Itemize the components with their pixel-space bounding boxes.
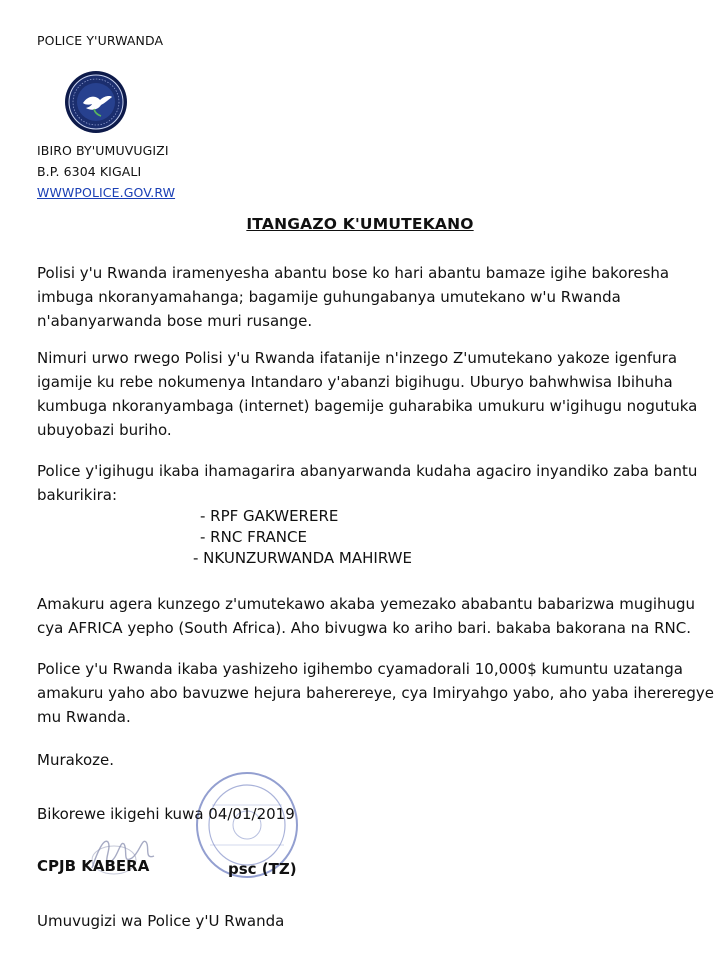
text-line: Police y'igihugu ikaba ihamagarira abanyarwanda kudaha agaciro inyandiko zaba bantu (37, 462, 698, 480)
text-line: Amakuru agera kunzego z'umutekawo akaba yemezako ababantu babarizwa mugihugu (37, 595, 696, 613)
text-line: mu Rwanda. (37, 708, 131, 726)
org-name: POLICE Y'URWANDA (37, 33, 164, 48)
text-line: bakurikira: (37, 486, 118, 504)
text-line: cya AFRICA yepho (South Africa). Aho bivugwa ko ariho bari. bakaba bakorana na RNC. (37, 619, 692, 637)
paragraph-3 (37, 459, 698, 507)
date-line: Bikorewe ikigehi kuwa 04/01/2019 (37, 805, 295, 823)
signatory-role: Umuvugizi wa Police y'U Rwanda (37, 912, 285, 930)
text-line: Polisi y'u Rwanda iramenyesha abantu bose ko hari abantu bamaze igihe bakoresha (37, 264, 670, 282)
paragraph-4 (37, 592, 696, 640)
text-line: n'abanyarwanda bose muri rusange. (37, 312, 313, 330)
text-line: kumbuga nkoranyambaga (internet) bagemije guharabika umukuru w'igihugu nogutuka (37, 397, 698, 415)
text-line: ubuyobazi buriho. (37, 421, 172, 439)
text-line: Police y'u Rwanda ikaba yashizeho igihembo cyamadorali 10,000$ kumuntu uzatanga (37, 660, 683, 678)
names-list (193, 549, 412, 567)
list-item: - RPF GAKWERERE (200, 507, 339, 525)
signatory-name: CPJB KABERA (37, 857, 150, 875)
text-line: amakuru yaho abo bavuzwe hejura baherereye, cya Imiryahgo yabo, aho yaba ihereregye (37, 684, 714, 702)
document-title: ITANGAZO K'UMUTEKANO (246, 215, 474, 233)
paragraph-2 (37, 346, 698, 442)
list-item: - NKUNZURWANDA MAHIRWE (193, 549, 412, 567)
text-line: igamije ku rebe nokumenya Intandaro y'abanzi bigihugu. Uburyo bahwhwisa Ibihuha (37, 373, 673, 391)
text-line: imbuga nkoranyamahanga; bagamije guhungabanya umutekano w'u Rwanda (37, 288, 621, 306)
closing-text: Murakoze. (37, 751, 115, 769)
paragraph-1 (37, 261, 687, 333)
postal-box: B.P. 6304 KIGALI (37, 164, 142, 179)
names-list (200, 507, 338, 525)
signatory-suffix: psc (TZ) (228, 860, 297, 878)
text-line: Nimuri urwo rwego Polisi y'u Rwanda ifatanije n'inzego Z'umutekano yakoze igenfura (37, 349, 678, 367)
police-emblem-icon (64, 70, 128, 134)
website-link[interactable]: WWWPOLICE.GOV.RW (37, 185, 176, 200)
office-name: IBIRO BY'UMUVUGIZI (37, 143, 169, 158)
list-item: - RNC FRANCE (200, 528, 307, 546)
names-list (200, 528, 307, 546)
paragraph-5 (37, 657, 714, 729)
